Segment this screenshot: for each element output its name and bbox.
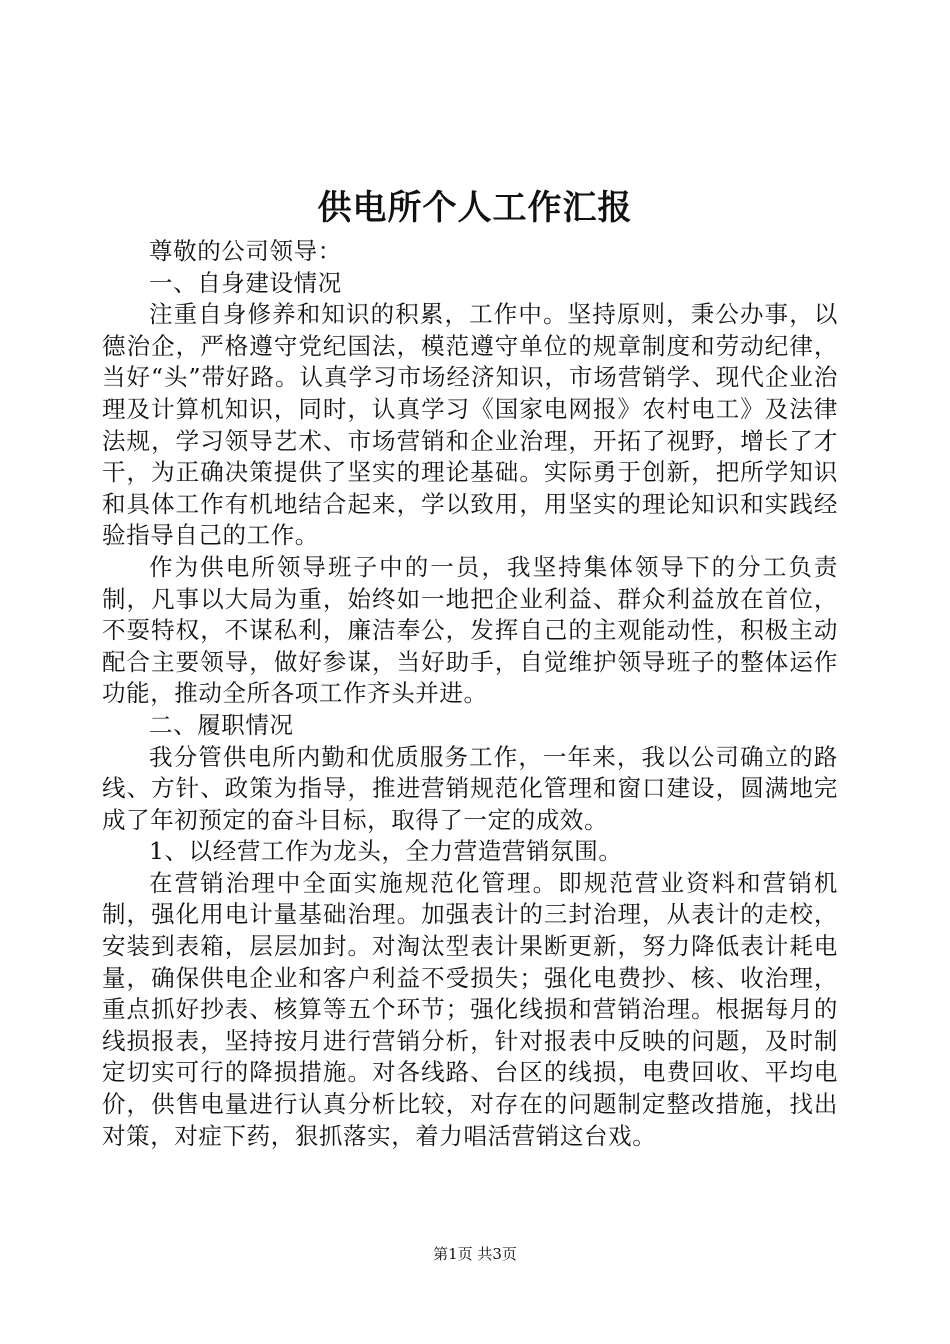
section-heading-self-building: 一、自身建设情况	[149, 268, 342, 297]
subsection-heading-marketing: 1、以经营工作为龙头，全力营造营销氛围。	[149, 837, 623, 866]
body-paragraph: 注重自身修养和知识的积累，工作中。坚持原则，秉公办事，以德治企，严格遵守党纪国法，模范遵守单位的规章制度和劳动纪律，当好“头”带好路。认真学习市场经济知识，市场营销学、现代企业治理及计算机知识，同时，认真学习《国家电网报》农村电工》及法律法规，学习领导艺术、市场营销和企业治理，开拓了视野，增长了才干，为正确决策提供了坚实的理论基础。实际勇于创新，把所学知识和具体工作有机地结合起来，学以致用，用坚实的理论知识和实践经验指导自己的工作。	[102, 300, 838, 550]
document-body	[102, 236, 838, 1152]
body-paragraph: 作为供电所领导班子中的一员，我坚持集体领导下的分工负责制，凡事以大局为重，始终如一地把企业利益、群众利益放在首位，不耍特权，不谋私利，廉洁奉公，发挥自己的主观能动性，积极主动配合主要领导，做好参谋，当好助手，自觉维护领导班子的整体运作功能，推动全所各项工作齐头并进。	[102, 552, 838, 708]
body-paragraph: 我分管供电所内勤和优质服务工作，一年来，我以公司确立的路线、方针、政策为指导，推进营销规范化管理和窗口建设，圆满地完成了年初预定的奋斗目标，取得了一定的成效。	[102, 742, 838, 834]
salutation: 尊敬的公司领导：	[149, 237, 342, 265]
page-footer: 第1页 共3页	[433, 1245, 517, 1263]
page-title: 供电所个人工作汇报	[317, 188, 633, 228]
body-paragraph: 在营销治理中全面实施规范化管理。即规范营业资料和营销机制，强化用电计量基础治理。加强表计的三封治理，从表计的走校，安装到表箱，层层加封。对淘汰型表计果断更新，努力降低表计耗电量，确保供电企业和客户利益不受损失；强化电费抄、核、收治理，重点抓好抄表、核算等五个环节；强化线损和营销治理。根据每月的线损报表，坚持按月进行营销分析，针对报表中反映的问题，及时制定切实可行的降损措施。对各线路、台区的线损，电费回收、平均电价，供售电量进行认真分析比较，对存在的问题制定整改措施，找出对策，对症下药，狠抓落实，着力唱活营销这台戏。	[102, 868, 838, 1150]
section-heading-duties: 二、履职情况	[149, 710, 294, 739]
